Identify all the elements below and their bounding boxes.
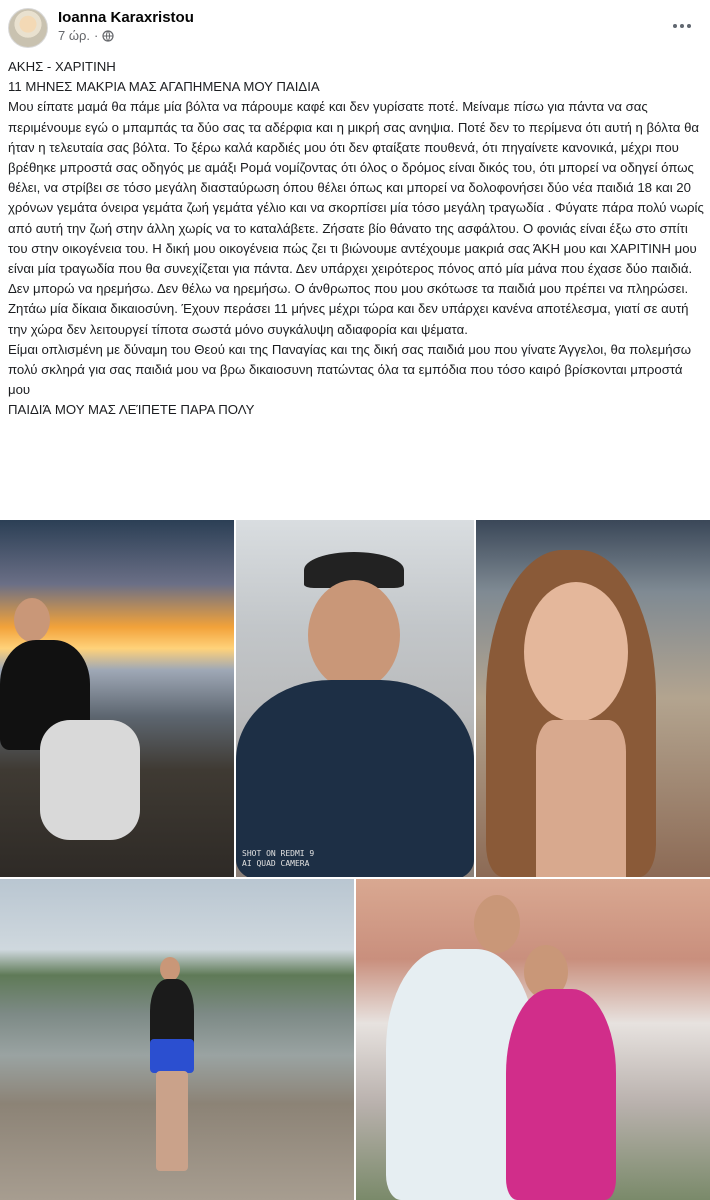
camera-watermark: SHOT ON REDMI 9 AI QUAD CAMERA (242, 849, 315, 868)
post-body: ΑΚΗΣ - ΧΑΡΙΤΙΝΗ 11 ΜΗΝΕΣ ΜΑΚΡΙΑ ΜΑΣ ΑΓΑΠΗΜΕΝΑ ΜΟΥ ΠΑΙΔΙΑ Μου είπατε μαμά θα πάμε μία βόλτα να πάρουμε καφέ και δεν γυρίσατε ποτέ. Μείναμε πίσω για πάντα να σας περιμένουμε εγώ ο μπαμπάς τα δύο σας τα αδέρφια και η μικρή σας ανηψια. Ποτέ δεν το περίμενα ότι αυτή η βόλτα θα ήταν η τελευταία σας βόλτα. Το ξέρω καλά καρδιές μου ότι δεν φταίξατε πουθενά, ότι πηγαίνετε κανονικά, μέχρι που βρέθηκε μπροστά σας οδηγός με αμάξι Ρομά νομίζοντας ότι όλος ο δρόμος είναι δικός του, ότι μπορεί να οδηγεί όπως θέλει, να στρίβει σε τόσο μεγάλη διασταύρωση όπου θέλει όπως και μπορεί να δολοφονήσει δύο νέα παιδιά 18 και 20 χρόνων γεμάτα όνειρα γεμάτα ζωή γεμάτα γέλιο και να σκορπίσει μία τόσο μεγάλη τραγωδία . Φύγατε πάρα πολύ νωρίς από αυτή την ζωή στην άλλη χωρίς να το καταλάβετε. Ζήσατε βίο θάνατο της ασφάλτου. Ο φονιάς είναι έξω στο σπίτι του στην οικογένεια του. Η δική μου οικογένεια πώς ζει τι βιώνουμε αντέχουμε μακριά σας ΆΚΗ μου και ΧΑΡΙΤΙΝΗ μου είναι μία τραγωδία που θα συνεχίζεται για πάντα. Δεν υπάρχει χειρότερος πόνος από μία μάνα που έχασε δύο παιδιά. Δεν μπορώ να ηρεμήσω. Δεν θέλω να ηρεμήσω. Ο άνθρωπος που μου σκότωσε τα παιδιά μου πρέπει να πληρώσει. Ζητάω μία δίκαια δικαιοσύνη. Έχουν περάσει 11 μήνες μέχρι τώρα και δεν υπάρχει κανένα αποτέλεσμα, γιατί σε αυτή την χώρα δεν λειτουργεί τίποτα σωστά μόνο συγκάλυψη αδιαφορία και ψέματα. Είμαι οπλισμένη με δύναμη του Θεού και της Παναγίας και της δική σας παιδιά μου που γίνατε Άγγελοι, θα πολεμήσω πολύ σκληρά για σας παιδιά μου να βρω δικαιοσυνη πατώντας όλα τα εμπόδια που τόσο καιρό βρίσκονται μπροστά μου ΠΑΙΔΙΆ ΜΟΥ ΜΑΣ ΛΕΊΠΕΤΕ ΠΑΡΑ ΠΟΛΥ (8, 59, 704, 418)
woman-dress (506, 989, 616, 1200)
man-head (474, 895, 520, 953)
post-time[interactable]: 7 ώρ. (58, 28, 90, 43)
person-legs (40, 720, 140, 840)
person-legs (156, 1071, 188, 1171)
post-header (0, 0, 710, 56)
person-neck (536, 720, 626, 877)
person-shorts (150, 1039, 194, 1073)
author-avatar[interactable] (8, 8, 48, 48)
photo-young-woman-river[interactable] (0, 879, 354, 1200)
photo-young-man-cap[interactable] (236, 520, 474, 877)
more-dot (687, 24, 691, 28)
more-dot (680, 24, 684, 28)
more-horizontal-icon (673, 24, 677, 28)
person-shirt (236, 680, 474, 877)
post-meta (58, 28, 114, 43)
person-face (524, 582, 628, 722)
person-head (160, 957, 180, 981)
photo-couple[interactable] (356, 879, 710, 1200)
meta-separator: · (94, 28, 99, 43)
photo-young-man-sunset[interactable] (0, 520, 234, 877)
person-head (308, 580, 400, 690)
photo-grid (0, 520, 710, 1200)
author-name[interactable]: Ioanna Karaxristou (58, 9, 194, 26)
photo-young-woman-portrait[interactable] (476, 520, 710, 877)
globe-icon[interactable] (102, 30, 114, 42)
person-head (14, 598, 50, 642)
more-options-button[interactable] (668, 14, 696, 38)
